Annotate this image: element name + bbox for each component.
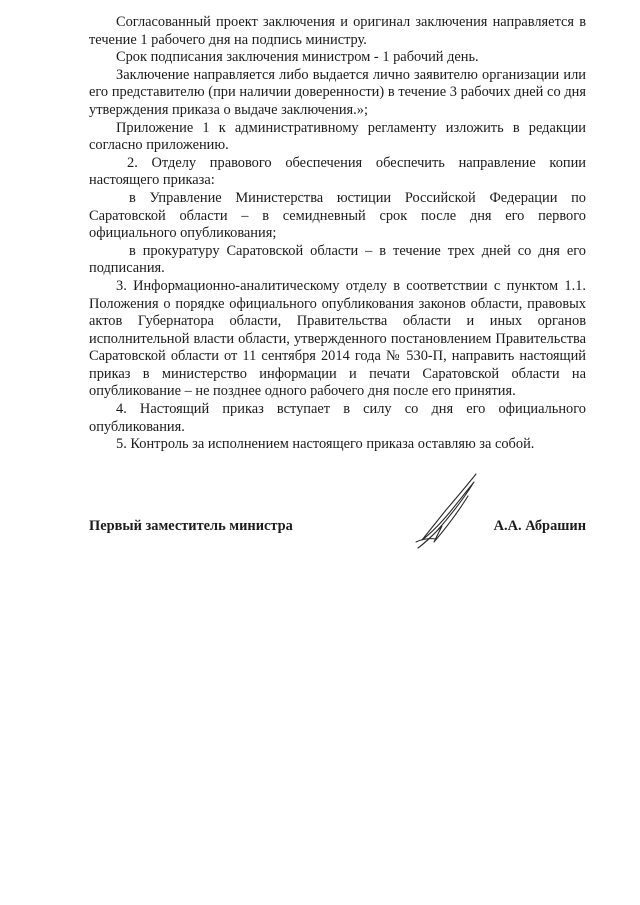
signature-block	[89, 518, 586, 548]
paragraph-appendix: Приложение 1 к административному регламенту изложить в редакции согласно приложению.	[89, 119, 586, 154]
signatory-name: А.А. Абрашин	[493, 518, 586, 534]
document-body	[89, 14, 586, 454]
paragraph-approval-procedure: Согласованный проект заключения и оригинал заключения направляется в течение 1 рабочего дня на подпись министру.	[89, 14, 586, 48]
paragraph-prosecutor: в прокуратуру Саратовской области – в течение трех дней со дня его подписания.	[89, 242, 586, 277]
paragraph-signing-deadline: Срок подписания заключения министром - 1 рабочий день.	[116, 49, 479, 66]
paragraph-issuance: Заключение направляется либо выдается лично заявителю организации или его представителю (при наличии доверенности) в течение 3 рабочих дней со дня утверждения приказа о выдаче заключения.»;	[89, 66, 586, 118]
paragraph-item-5: 5. Контроль за исполнением настоящего приказа оставляю за собой.	[116, 436, 535, 453]
paragraph-item-2: 2. Отделу правового обеспечения обеспечить направление копии настоящего приказа:	[89, 154, 586, 189]
paragraph-item-4: 4. Настоящий приказ вступает в силу со дня его официального опубликования.	[89, 401, 586, 435]
paragraph-item-3: 3. Информационно-аналитическому отделу в соответствии с пунктом 1.1. Положения о порядке официального опубликования законов области, правовых актов Губернатора области, Правительства области и иных органов исполнительной власти области, утвержденного постановлением Правительства Саратовской области от 11 сентября 2014 года № 530-П, направить настоящий приказ в министерство информации и печати Саратовской области на опубликование – не позднее одного рабочего дня после его принятия.	[89, 277, 586, 400]
paragraph-justice-ministry: в Управление Министерства юстиции Российской Федерации по Саратовской области – в семидневный срок после дня его первого официального опубликования;	[89, 189, 586, 242]
signatory-title: Первый заместитель министра	[89, 518, 293, 534]
